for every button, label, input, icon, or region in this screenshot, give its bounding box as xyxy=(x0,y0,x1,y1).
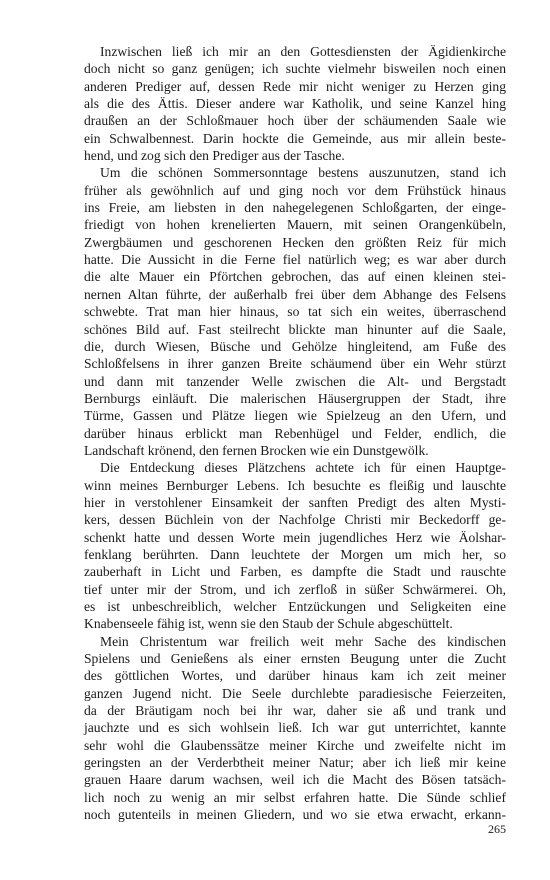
text-line: zauberhaft in Licht und Farben, es dampfte die Stadt und rauschte xyxy=(84,564,506,580)
text-line: anderen Prediger auf, dessen Rede mir nicht weniger zu Herzen ging xyxy=(84,78,506,94)
text-line: und dann mit tanzender Welle zwischen die Alt- und Bergstadt xyxy=(84,373,506,389)
text-line: Inzwischen ließ ich mir an den Gottesdiensten der Ägidienkirche xyxy=(100,44,506,59)
text-line: die, durch Wiesen, Büsche und Gehölze hingleitend, am Fuße des xyxy=(84,338,506,354)
text-line: schenkt hatte und dessen Worte mein jugendliches Herz wie Äolshar- xyxy=(84,529,506,545)
text-line: noch gutenteils in meinen Gliedern, und wo sie etwa erwacht, erkann- xyxy=(84,807,506,823)
text-line: des göttlichen Wortes, und darüber hinaus kam ich zeit meiner xyxy=(84,668,506,684)
text-line: als die des Ättis. Dieser andere war Katholik, und seine Kanzel hing xyxy=(84,96,506,112)
text-line: ein Schwalbennest. Darin hockte die Gemeinde, aus mir allein beste- xyxy=(84,130,506,146)
text-line: tief unter mir der Strom, und ich zerfloß in süßer Schwärmerei. Oh, xyxy=(84,581,506,597)
text-line: Um die schönen Sommersonntage bestens auszunutzen, stand ich xyxy=(100,165,506,181)
text-line: grauen Haare darum wachsen, weil ich die Macht des Bösen tatsäch- xyxy=(84,772,506,788)
text-line: ganzen Jugend nicht. Die Seele durchlebte paradiesische Feierzeiten, xyxy=(84,685,506,701)
text-line: Schloßfelsens in ihrer ganzen Breite schäumend über ein Wehr stürzt xyxy=(84,356,506,372)
text-line: die alte Mauer ein Pförtchen gebrochen, das auf einen kleinen stei- xyxy=(84,269,506,285)
text-line: da der Bräutigam noch bei ihr war, daher sie aß und trank und xyxy=(84,703,506,719)
paragraph xyxy=(84,164,506,459)
text-line: Landschaft krönend, den fernen Brocken wie ein Dunstgewölk. xyxy=(84,442,429,458)
text-line: schwebte. Trat man hier hinaus, so tat sich ein weites, überraschend xyxy=(84,304,506,320)
text-line: jauchzte und es sich wohlsein ließ. Ich war gut unterrichtet, kannte xyxy=(84,720,506,736)
text-line: Die Entdeckung dieses Plätzchens achtete ich für einen Hauptge- xyxy=(100,460,506,476)
text-line: darüber hinaus erblickt man Rebenhügel und Felder, endlich, die xyxy=(84,425,506,441)
paragraph xyxy=(84,459,506,632)
page-number: 265 xyxy=(488,822,506,836)
text-line: lich noch zu wenig an mir selbst erfahren hatte. Die Sünde schlief xyxy=(84,789,506,805)
text-line: Spielens und Genießens als einer ernsten Beugung unter die Zucht xyxy=(84,651,506,667)
text-line: schönes Bild auf. Fast steilrecht blickte man hinunter auf die Saale, xyxy=(84,321,506,337)
text-line: draußen an der Schloßmauer hoch über der schäumenden Saale wie xyxy=(84,113,506,129)
text-line: ins Freie, am liebsten in den nahegelegenen Schloßgarten, der einge- xyxy=(84,200,506,216)
text-line: hend, und zog sich den Prediger aus der Tasche. xyxy=(84,148,345,164)
text-line: fenklang berührten. Dann leuchtete der Morgen um mich her, so xyxy=(84,546,506,562)
text-line: geringsten an der Verderbtheit meiner Natur; aber ich ließ mir keine xyxy=(84,755,506,771)
text-line: winn meines Bernburger Lebens. Ich besuchte es fleißig und lauschte xyxy=(84,477,506,493)
text-line: nernen Altan führte, der außerhalb frei über dem Abhange des Felsens xyxy=(84,286,506,302)
text-line: hier in verstohlener Einsamkeit der sanften Predigt des alten Mysti- xyxy=(84,494,506,510)
text-line: friedigt von hohen krenelierten Mauern, mit seinen Orangenkübeln, xyxy=(84,217,506,233)
paragraph xyxy=(84,43,506,164)
paragraph xyxy=(84,633,506,824)
text-line: Mein Christentum war freilich weit mehr Sache des kindischen xyxy=(100,633,506,649)
text-line: Bernburgs einläuft. Die malerischen Häusergruppen der Stadt, ihre xyxy=(84,390,506,406)
text-line: es ist unbeschreiblich, welcher Entzückungen und Seligkeiten eine xyxy=(84,599,506,614)
page-text xyxy=(84,43,506,823)
text-line: hatte. Die Aussicht in die Ferne fiel natürlich weg; es war aber durch xyxy=(84,252,506,268)
text-line: sehr wohl die Glaubenssätze meiner Kirche und zweifelte nicht im xyxy=(84,737,506,753)
text-line: doch nicht so ganz genügen; ich suchte vielmehr bisweilen noch einen xyxy=(84,61,506,77)
text-line: Türme, Gassen und Plätze liegen wie Spielzeug an den Ufern, und xyxy=(84,408,506,424)
text-line: früher als gewöhnlich auf und ging noch vor dem Frühstück hinaus xyxy=(84,182,506,198)
text-line: Zwergbäumen und geschorenen Hecken den größten Reiz für mich xyxy=(84,234,506,250)
text-line: kers, dessen Büchlein von der Nachfolge Christi mir Beckedorff ge- xyxy=(84,512,506,528)
text-line: Knabenseele fähig ist, wenn sie den Staub der Schule abgeschüttelt. xyxy=(84,616,453,632)
